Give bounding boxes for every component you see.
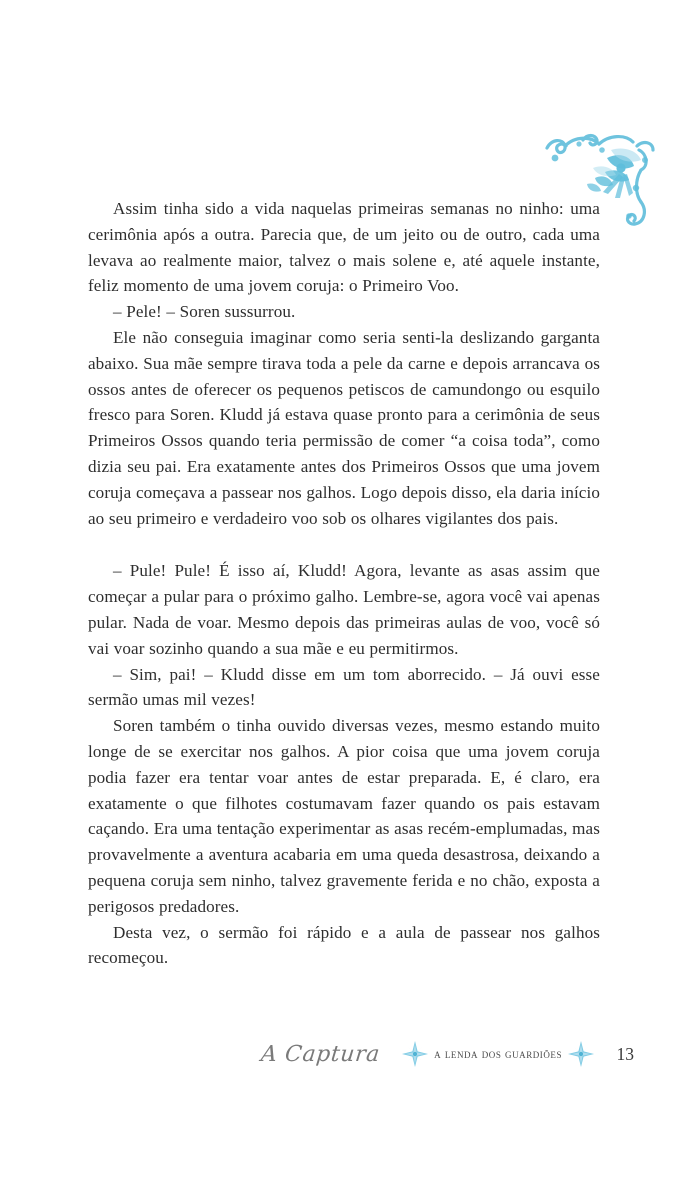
page-footer (88, 1033, 634, 1075)
section-break (88, 531, 600, 558)
paragraph: Assim tinha sido a vida naquelas primeiras semanas no ninho: uma cerimônia após a outra. Parecia que, de um jeito ou de outro, cada uma levava ao realmente maior, talvez o mais solene e, até aquele instante, feliz momento de uma jovem coruja: o Primeiro Voo. (88, 199, 600, 296)
paragraph: Desta vez, o sermão foi rápido e a aula de passear nos galhos recomeçou. (88, 922, 600, 968)
footer-book-title: A Captura (259, 1041, 382, 1067)
paragraph: – Pele! – Soren sussurrou. (113, 302, 296, 322)
compass-star-ornament-left (402, 1041, 428, 1067)
paragraph: – Pule! Pule! É isso aí, Kludd! Agora, levante as asas assim que começar a pular para o próximo galho. Lembre-se, agora você vai apenas pular. Nada de voar. Mesmo depois das primeiras aulas de voo, você só vai voar sozinho quando a sua mãe e eu permitirmos. (88, 561, 600, 658)
footer-series-title: a lenda dos guardiões (434, 1046, 562, 1061)
paragraph: – Sim, pai! – Kludd disse em um tom aborrecido. – Já ouvi esse sermão umas mil vezes! (88, 664, 600, 710)
paragraph: Soren também o tinha ouvido diversas vezes, mesmo estando muito longe de se exercitar nos galhos. A pior coisa que uma jovem coruja podia fazer era tentar voar antes de estar preparada. E, é claro, era exatamente o que filhotes costumavam fazer quando os pais estavam caçando. Era uma tentação experimentar as asas recém-emplumadas, mas provavelmente a aventura acabaria em uma queda desastrosa, deixando a pequena coruja sem ninho, talvez gravemente ferida e no chão, exposta a perigosos predadores. (88, 716, 600, 916)
page-number: 13 (616, 1043, 634, 1064)
paragraph: Ele não conseguia imaginar como seria senti-la deslizando garganta abaixo. Sua mãe sempre tirava toda a pele da carne e depois arrancava os ossos antes de oferecer os pequenos petiscos de camundongo ou esquilo fresco para Soren. Kludd já estava quase pronto para a cerimônia de seus Primeiros Ossos quando teria permissão de comer “a coisa toda”, como dizia seu pai. Era exatamente antes dos Primeiros Ossos que uma jovem coruja começava a passear nos galhos. Logo depois disso, ela daria início ao seu primeiro e verdadeiro voo sob os olhares vigilantes dos pais. (88, 327, 600, 528)
page-body-text (88, 196, 600, 971)
compass-star-ornament-right (568, 1041, 594, 1067)
